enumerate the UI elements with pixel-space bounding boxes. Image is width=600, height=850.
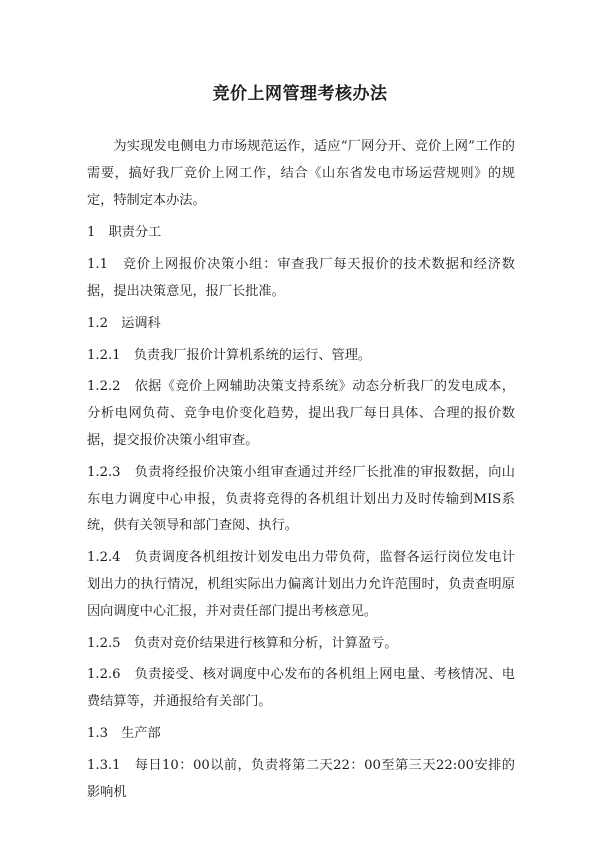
paragraph-1-2-2: 1.2.2 依据《竞价上网辅助决策支持系统》动态分析我厂的发电成本，分析电网负荷、竞争电价变化趋势，提出我厂每日具体、合理的报价数据，提交报价决策小组审查。 bbox=[87, 379, 515, 448]
section-heading-1: 1 职责分工 bbox=[87, 225, 162, 241]
section-heading-1-2: 1.2 运调科 bbox=[87, 315, 161, 331]
paragraph-1-2-3: 1.2.3 负责将经报价决策小组审查通过并经厂长批准的审报数据，向山东电力调度中心申报，负责将竞得的各机组计划出力及时传输到MIS系统，供有关领导和部门查阅、执行。 bbox=[87, 464, 515, 534]
section-heading-1-3: 1.3 生产部 bbox=[87, 725, 161, 741]
paragraph-1-1: 1.1 竞价上网报价决策小组：审查我厂每天报价的技术数据和经济数据，提出决策意见，报厂长批准。 bbox=[87, 257, 515, 299]
paragraph-intro: 为实现发电侧电力市场规范运作，适应“厂网分开、竞价上网”工作的需要，搞好我厂竞价上网工作，结合《山东省发电市场运营规则》的规定，特制定本办法。 bbox=[87, 139, 515, 208]
document-body bbox=[87, 134, 515, 806]
paragraph-1-3-1: 1.3.1 每日10：00以前，负责将第二天22：00至第三天22:00安排的影响机 bbox=[87, 757, 515, 800]
paragraph-1-2-6: 1.2.6 负责接受、核对调度中心发布的各机组上网电量、考核情况、电费结算等，并通报给有关部门。 bbox=[87, 667, 515, 710]
paragraph-1-2-1: 1.2.1 负责我厂报价计算机系统的运行、管理。 bbox=[87, 347, 372, 363]
document-title: 竞价上网管理考核办法 bbox=[212, 84, 388, 104]
paragraph-1-2-4: 1.2.4 负责调度各机组按计划发电出力带负荷，监督各运行岗位发电计划出力的执行情况，机组实际出力偏离计划出力允许范围时，负责查明原因向调度中心汇报，并对责任部门提出考核意见。 bbox=[87, 550, 515, 619]
paragraph-1-2-5: 1.2.5 负责对竞价结果进行核算和分析，计算盈亏。 bbox=[87, 635, 398, 651]
